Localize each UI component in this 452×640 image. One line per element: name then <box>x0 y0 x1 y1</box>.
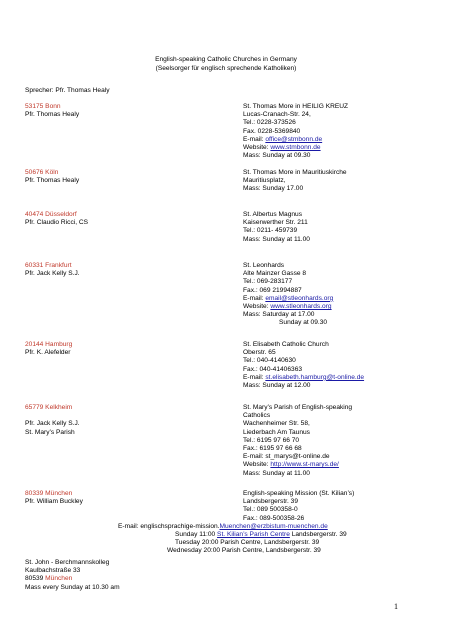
footer-city-line: 80539 München <box>25 575 73 583</box>
fax: Fax.: 040-41406363 <box>243 365 303 373</box>
title-line-2: (Seelsorger für englisch sprechende Katholiken) <box>155 64 297 72</box>
entry-priest: Pfr. Jack Kelly S.J. <box>25 420 80 428</box>
phone: Tel.: 040-4140630 <box>243 357 296 365</box>
phone: Tel.: 6195 97 66 70 <box>243 436 300 444</box>
entry-priest: Pfr. K. Alefelder <box>25 349 71 357</box>
fax: Fax.: 069 21994887 <box>243 286 302 294</box>
entry-priest: Pfr. William Buckley <box>25 498 83 506</box>
fax: Fax.: 6195 97 66 68 <box>243 445 302 453</box>
muenchen-tuesday-line: Tuesday 20:00 Parish Centre, Landsbergerstr. 39 <box>175 539 320 546</box>
entry-city: 20144 Hamburg <box>25 341 73 348</box>
phone: Tel.: 0211- 459739 <box>243 227 298 235</box>
email-line: E-mail: st.elisabeth.hamburg@t-online.de <box>243 373 365 381</box>
entry-city: 65779 Kelkheim <box>25 404 73 411</box>
church-name: St. Thomas More in Mauritiuskirche <box>243 169 347 176</box>
church-name: St. Thomas More in HEILIG KREUZ <box>243 103 349 110</box>
address: Kaiserwerther Str. 211 <box>243 219 308 227</box>
footer-address: Kaulbachstraße 33 <box>25 567 81 575</box>
document-title <box>0 56 452 73</box>
phone: Tel.: 069-283177 <box>243 278 293 286</box>
mass-time: Mass: Sunday at 09.30 <box>243 152 311 160</box>
mass-time-2: Sunday at 09.30 <box>279 319 328 327</box>
footer-name: St. John - Berchmannskolleg <box>25 559 110 566</box>
website-line: Website: www.stleonhards.org <box>243 303 332 311</box>
website-link[interactable]: www.stleonhards.org <box>270 303 332 311</box>
entry-priest: Pfr. Thomas Healy <box>25 111 80 119</box>
entry-city: 80339 München <box>25 490 73 497</box>
muenchen-wednesday-line: Wednesday 20:00 Parish Centre, Landsbergerstr. 39 <box>167 547 321 554</box>
fax: Fax.: 089-500358-26 <box>243 514 305 522</box>
email-link[interactable]: office@stmbonn.de <box>265 135 323 143</box>
spacer <box>25 412 235 420</box>
website-line: Website: www.stmbonn.de <box>243 144 321 152</box>
church-name-cont: Catholics <box>243 412 271 420</box>
page-number: 1 <box>394 602 398 611</box>
mass-time: Mass: Sunday at 12.00 <box>243 382 311 390</box>
entry-city: 53175 Bonn <box>25 103 61 110</box>
church-name: St. Albertus Magnus <box>243 211 303 218</box>
speaker-line: Sprecher: Pfr. Thomas Healy <box>25 87 110 94</box>
email-link[interactable]: email@stleonhards.org <box>265 294 334 302</box>
church-name: St. Leonhards <box>243 262 285 269</box>
muenchen-email-line: E-mail: englischsprachige-mission.Muenchen@erzbistum-muenchen.de <box>118 523 328 530</box>
entry-city: 60331 Frankfurt <box>25 262 72 269</box>
mass-time: Mass: Sunday at 11.00 <box>243 469 310 477</box>
email-line: E-mail: office@stmbonn.de <box>243 135 323 143</box>
entry-parish: St. Mary’s Parish <box>25 428 75 436</box>
footer-city: München <box>45 575 73 583</box>
church-name: English-speaking Mission (St. Kilian’s) <box>243 490 355 497</box>
website-link[interactable]: http://www.st-marys.de/ <box>270 461 339 469</box>
church-name: St. Mary’s Parish of English-speaking <box>243 404 353 411</box>
parish-centre-link[interactable]: St. Kilian’s Parish Centre <box>217 531 290 538</box>
email-link[interactable]: st.elisabeth.hamburg@t-online.de <box>265 373 365 381</box>
entry-priest: Pfr. Jack Kelly S.J. <box>25 270 80 278</box>
mass-time: Mass: Sunday 17.00 <box>243 185 304 193</box>
address: Wachenheimer Str. 58, <box>243 420 310 428</box>
entry-priest: Pfr. Thomas Healy <box>25 177 80 185</box>
address: Landsbergerstr. 39 <box>243 498 298 506</box>
address: Oberstr. 65 <box>243 349 276 357</box>
phone: Tel.: 0228-373526 <box>243 119 296 127</box>
address: Lucas-Cranach-Str. 24, <box>243 111 311 119</box>
entry-city: 50676 Köln <box>25 169 59 176</box>
email: E-mail: st_marys@t-online.de <box>243 453 330 461</box>
website-link[interactable]: www.stmbonn.de <box>270 144 321 152</box>
phone: Tel.: 089 500358-0 <box>243 506 298 514</box>
entry-city: 40474 Düsseldorf <box>25 211 77 218</box>
address: Alte Mainzer Gasse 8 <box>243 270 307 278</box>
footer-block <box>25 559 120 592</box>
fax: Fax. 0228-5369840 <box>243 127 301 135</box>
church-name: St. Elisabeth Catholic Church <box>243 341 329 348</box>
website-line: Website: http://www.st-marys.de/ <box>243 461 339 469</box>
address-2: Liederbach Am Taunus <box>243 428 310 436</box>
entry-priest: Pfr. Claudio Ricci, CS <box>25 219 89 227</box>
mass-time: Mass: Sunday at 11.00 <box>243 235 310 243</box>
email-line: E-mail: email@stleonhards.org <box>243 294 334 302</box>
footer-mass: Mass every Sunday at 10.30 am <box>25 583 120 591</box>
address: Mauritiusplatz, <box>243 177 286 185</box>
mass-time: Mass: Saturday at 17.00 <box>243 311 315 319</box>
muenchen-email-link[interactable]: Muenchen@erzbistum-muenchen.de <box>219 523 328 530</box>
title-line-1: English-speaking Catholic Churches in Germany <box>155 56 297 63</box>
muenchen-sunday-line: Sunday 11:00 St. Kilian’s Parish Centre Landsbergerstr. 39 <box>175 531 347 538</box>
